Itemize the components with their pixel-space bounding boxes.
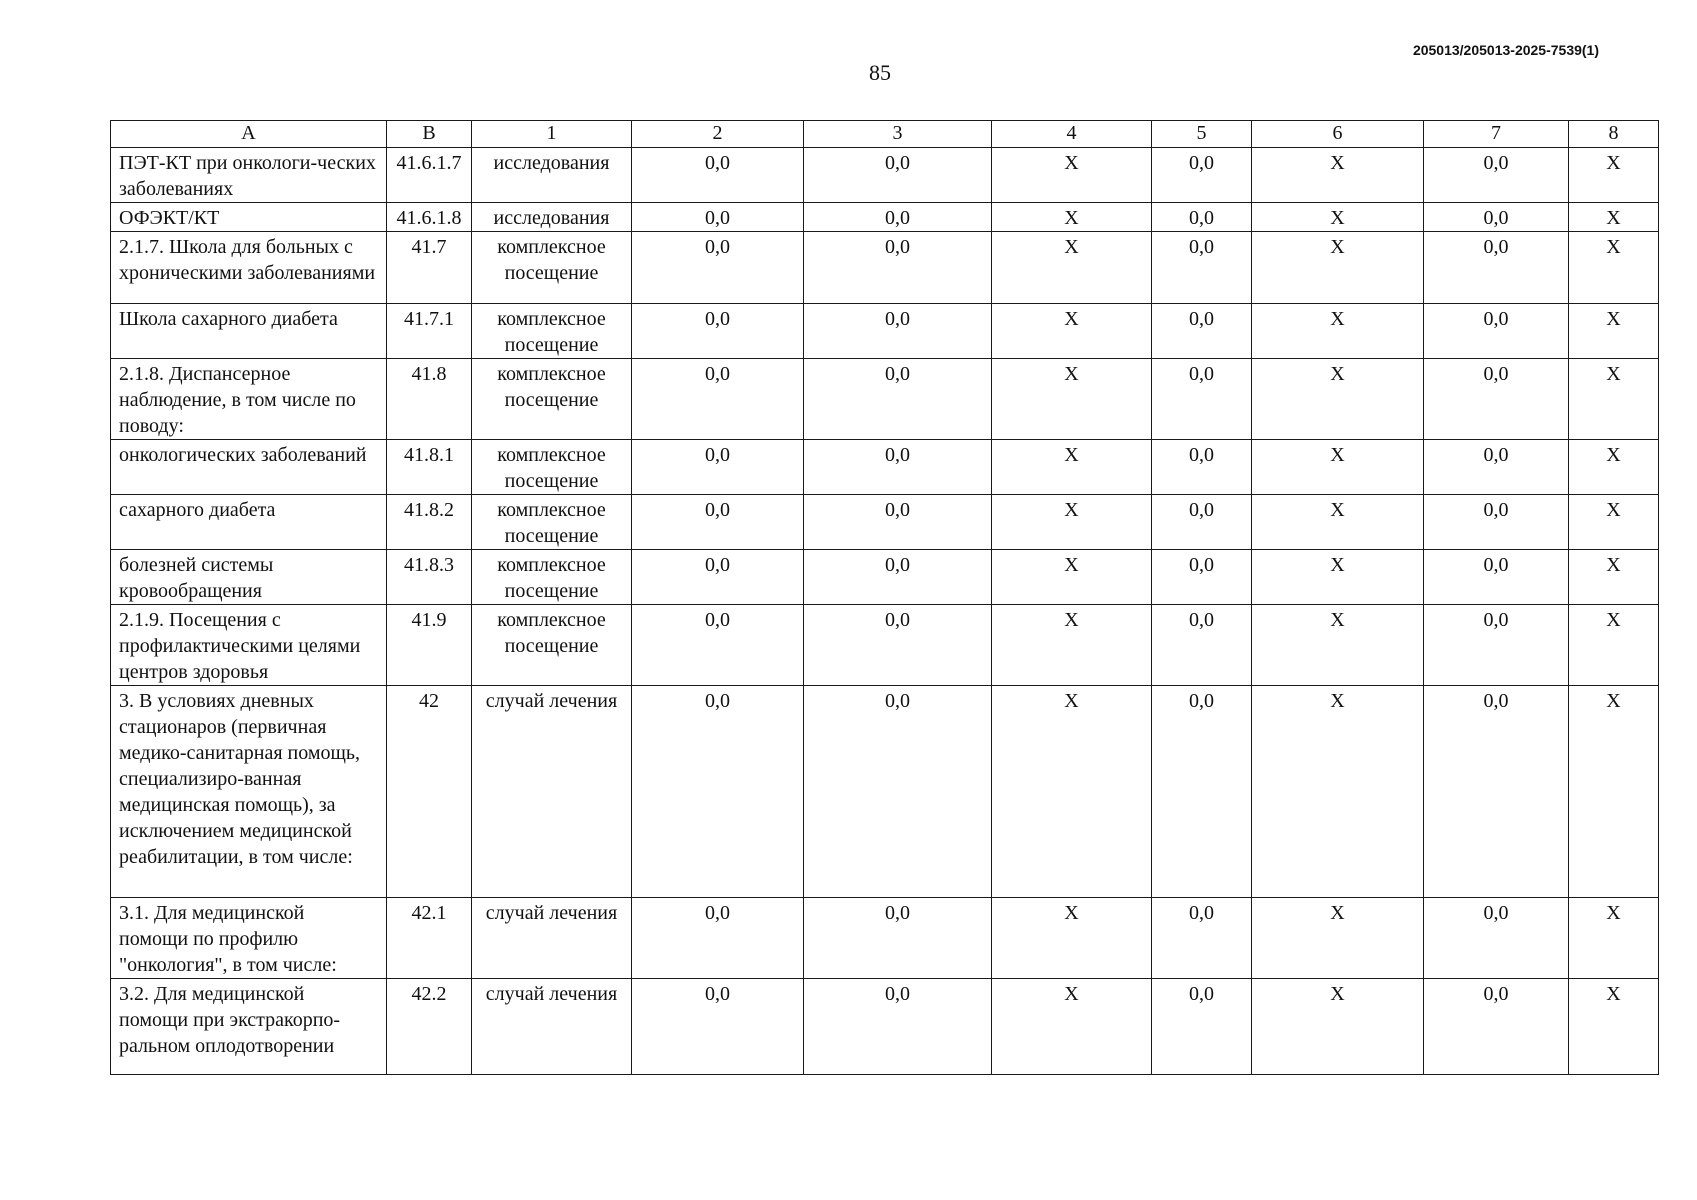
row-value-cell: Х [992, 203, 1152, 232]
row-value-cell: 0,0 [632, 440, 804, 495]
row-name-cell: ПЭТ-КТ при онкологи-ческих заболеваниях [111, 148, 387, 203]
row-code-cell: 42.2 [387, 979, 472, 1075]
row-name-cell: онкологических заболеваний [111, 440, 387, 495]
table-row [111, 359, 1659, 440]
row-value-cell: Х [1569, 979, 1659, 1075]
row-value-cell: 0,0 [1424, 550, 1569, 605]
row-unit-cell: исследования [472, 203, 632, 232]
row-unit-cell: комплексное посещение [472, 232, 632, 304]
row-value-cell: Х [1569, 359, 1659, 440]
row-code-cell: 42.1 [387, 898, 472, 979]
row-code-cell: 41.8.2 [387, 495, 472, 550]
row-value-cell: 0,0 [1152, 898, 1252, 979]
row-name-cell: 2.1.9. Посещения с профилактическими целями центров здоровья [111, 605, 387, 686]
row-name-cell: ОФЭКТ/КТ [111, 203, 387, 232]
row-value-cell: Х [1569, 304, 1659, 359]
row-value-cell: Х [1569, 686, 1659, 898]
row-value-cell: Х [1569, 440, 1659, 495]
row-value-cell: 0,0 [632, 898, 804, 979]
row-value-cell: Х [992, 686, 1152, 898]
row-value-cell: 0,0 [1424, 898, 1569, 979]
row-value-cell: 0,0 [804, 686, 992, 898]
row-value-cell: 0,0 [1152, 495, 1252, 550]
row-value-cell: 0,0 [632, 359, 804, 440]
report-table [110, 120, 1659, 1075]
row-value-cell: 0,0 [632, 203, 804, 232]
row-value-cell: Х [1252, 304, 1424, 359]
row-value-cell: Х [1252, 203, 1424, 232]
row-unit-cell: комплексное посещение [472, 359, 632, 440]
row-value-cell: 0,0 [804, 359, 992, 440]
row-value-cell: Х [1569, 495, 1659, 550]
row-name-cell: 2.1.8. Диспансерное наблюдение, в том числе по поводу: [111, 359, 387, 440]
document-id: 205013/205013-2025-7539(1) [1412, 42, 1599, 58]
column-header: 2 [632, 121, 804, 148]
row-unit-cell: случай лечения [472, 898, 632, 979]
column-header: 8 [1569, 121, 1659, 148]
row-value-cell: 0,0 [1152, 979, 1252, 1075]
row-name-cell: Школа сахарного диабета [111, 304, 387, 359]
table-row [111, 495, 1659, 550]
row-value-cell: Х [1569, 148, 1659, 203]
row-value-cell: 0,0 [632, 605, 804, 686]
row-value-cell: Х [1252, 898, 1424, 979]
page-number: 85 [869, 60, 891, 85]
row-name-cell: 3.1. Для медицинской помощи по профилю "онкология", в том числе: [111, 898, 387, 979]
column-header: 5 [1152, 121, 1252, 148]
table-row [111, 304, 1659, 359]
row-value-cell: 0,0 [1152, 148, 1252, 203]
row-value-cell: 0,0 [1152, 686, 1252, 898]
table-row [111, 898, 1659, 979]
row-value-cell: 0,0 [804, 550, 992, 605]
row-value-cell: 0,0 [632, 148, 804, 203]
table-row [111, 440, 1659, 495]
row-unit-cell: комплексное посещение [472, 495, 632, 550]
row-value-cell: Х [1252, 605, 1424, 686]
table-row [111, 203, 1659, 232]
row-value-cell: Х [992, 232, 1152, 304]
row-value-cell: 0,0 [804, 495, 992, 550]
row-code-cell: 41.7 [387, 232, 472, 304]
row-value-cell: Х [992, 550, 1152, 605]
row-value-cell: 0,0 [1424, 440, 1569, 495]
row-unit-cell: комплексное посещение [472, 304, 632, 359]
table-row [111, 232, 1659, 304]
row-value-cell: Х [1252, 148, 1424, 203]
row-value-cell: Х [992, 898, 1152, 979]
row-value-cell: Х [992, 979, 1152, 1075]
row-code-cell: 41.6.1.8 [387, 203, 472, 232]
row-name-cell: болезней системы кровообращения [111, 550, 387, 605]
row-value-cell: 0,0 [1152, 359, 1252, 440]
row-value-cell: 0,0 [632, 232, 804, 304]
row-value-cell: Х [1252, 440, 1424, 495]
row-code-cell: 42 [387, 686, 472, 898]
row-code-cell: 41.8.1 [387, 440, 472, 495]
row-value-cell: 0,0 [1152, 550, 1252, 605]
column-header: В [387, 121, 472, 148]
row-value-cell: 0,0 [1152, 605, 1252, 686]
row-value-cell: 0,0 [1424, 304, 1569, 359]
row-value-cell: 0,0 [632, 979, 804, 1075]
row-value-cell: 0,0 [632, 686, 804, 898]
row-name-cell: 3. В условиях дневных стационаров (первичная медико-санитарная помощь, специализиро-ванная медицинская помощь), за исключением медицинской реабилитации, в том числе: [111, 686, 387, 898]
table-row [111, 979, 1659, 1075]
row-value-cell: 0,0 [1424, 359, 1569, 440]
column-header: 6 [1252, 121, 1424, 148]
table-row [111, 686, 1659, 898]
row-value-cell: 0,0 [632, 550, 804, 605]
row-value-cell: 0,0 [804, 203, 992, 232]
row-unit-cell: исследования [472, 148, 632, 203]
row-value-cell: Х [992, 359, 1152, 440]
row-unit-cell: комплексное посещение [472, 550, 632, 605]
row-value-cell: 0,0 [1424, 203, 1569, 232]
table-body [111, 148, 1659, 1075]
row-value-cell: 0,0 [1152, 232, 1252, 304]
column-header: 3 [804, 121, 992, 148]
column-header: 4 [992, 121, 1152, 148]
row-value-cell: 0,0 [804, 898, 992, 979]
row-code-cell: 41.8.3 [387, 550, 472, 605]
row-value-cell: 0,0 [804, 304, 992, 359]
row-value-cell: 0,0 [804, 440, 992, 495]
row-value-cell: Х [992, 495, 1152, 550]
row-value-cell: Х [1569, 898, 1659, 979]
row-value-cell: Х [1569, 203, 1659, 232]
table-row [111, 605, 1659, 686]
row-unit-cell: случай лечения [472, 979, 632, 1075]
table-row [111, 550, 1659, 605]
row-value-cell: 0,0 [1424, 686, 1569, 898]
row-value-cell: 0,0 [1424, 979, 1569, 1075]
row-value-cell: Х [1252, 359, 1424, 440]
row-code-cell: 41.7.1 [387, 304, 472, 359]
row-value-cell: Х [992, 440, 1152, 495]
row-value-cell: 0,0 [1424, 232, 1569, 304]
row-value-cell: 0,0 [804, 232, 992, 304]
row-value-cell: Х [1569, 550, 1659, 605]
row-value-cell: 0,0 [804, 979, 992, 1075]
table-header-row [111, 121, 1659, 148]
row-value-cell: 0,0 [804, 605, 992, 686]
row-value-cell: Х [1252, 495, 1424, 550]
row-code-cell: 41.9 [387, 605, 472, 686]
column-header: А [111, 121, 387, 148]
row-value-cell: 0,0 [804, 148, 992, 203]
row-value-cell: 0,0 [1152, 203, 1252, 232]
row-value-cell: Х [1252, 232, 1424, 304]
row-value-cell: 0,0 [632, 304, 804, 359]
row-value-cell: 0,0 [632, 495, 804, 550]
table-row [111, 148, 1659, 203]
row-code-cell: 41.8 [387, 359, 472, 440]
row-value-cell: 0,0 [1424, 495, 1569, 550]
row-value-cell: Х [1569, 232, 1659, 304]
row-value-cell: 0,0 [1152, 440, 1252, 495]
row-unit-cell: комплексное посещение [472, 440, 632, 495]
row-unit-cell: комплексное посещение [472, 605, 632, 686]
row-value-cell: 0,0 [1424, 605, 1569, 686]
row-unit-cell: случай лечения [472, 686, 632, 898]
row-value-cell: Х [1252, 979, 1424, 1075]
row-code-cell: 41.6.1.7 [387, 148, 472, 203]
row-name-cell: 3.2. Для медицинской помощи при экстракорпо-ральном оплодотворении [111, 979, 387, 1075]
row-value-cell: Х [992, 605, 1152, 686]
row-value-cell: 0,0 [1152, 304, 1252, 359]
row-value-cell: Х [1252, 686, 1424, 898]
row-name-cell: 2.1.7. Школа для больных с хроническими заболеваниями [111, 232, 387, 304]
row-value-cell: Х [992, 148, 1152, 203]
row-value-cell: 0,0 [1424, 148, 1569, 203]
column-header: 7 [1424, 121, 1569, 148]
row-value-cell: Х [1569, 605, 1659, 686]
row-value-cell: Х [992, 304, 1152, 359]
row-name-cell: сахарного диабета [111, 495, 387, 550]
row-value-cell: Х [1252, 550, 1424, 605]
column-header: 1 [472, 121, 632, 148]
